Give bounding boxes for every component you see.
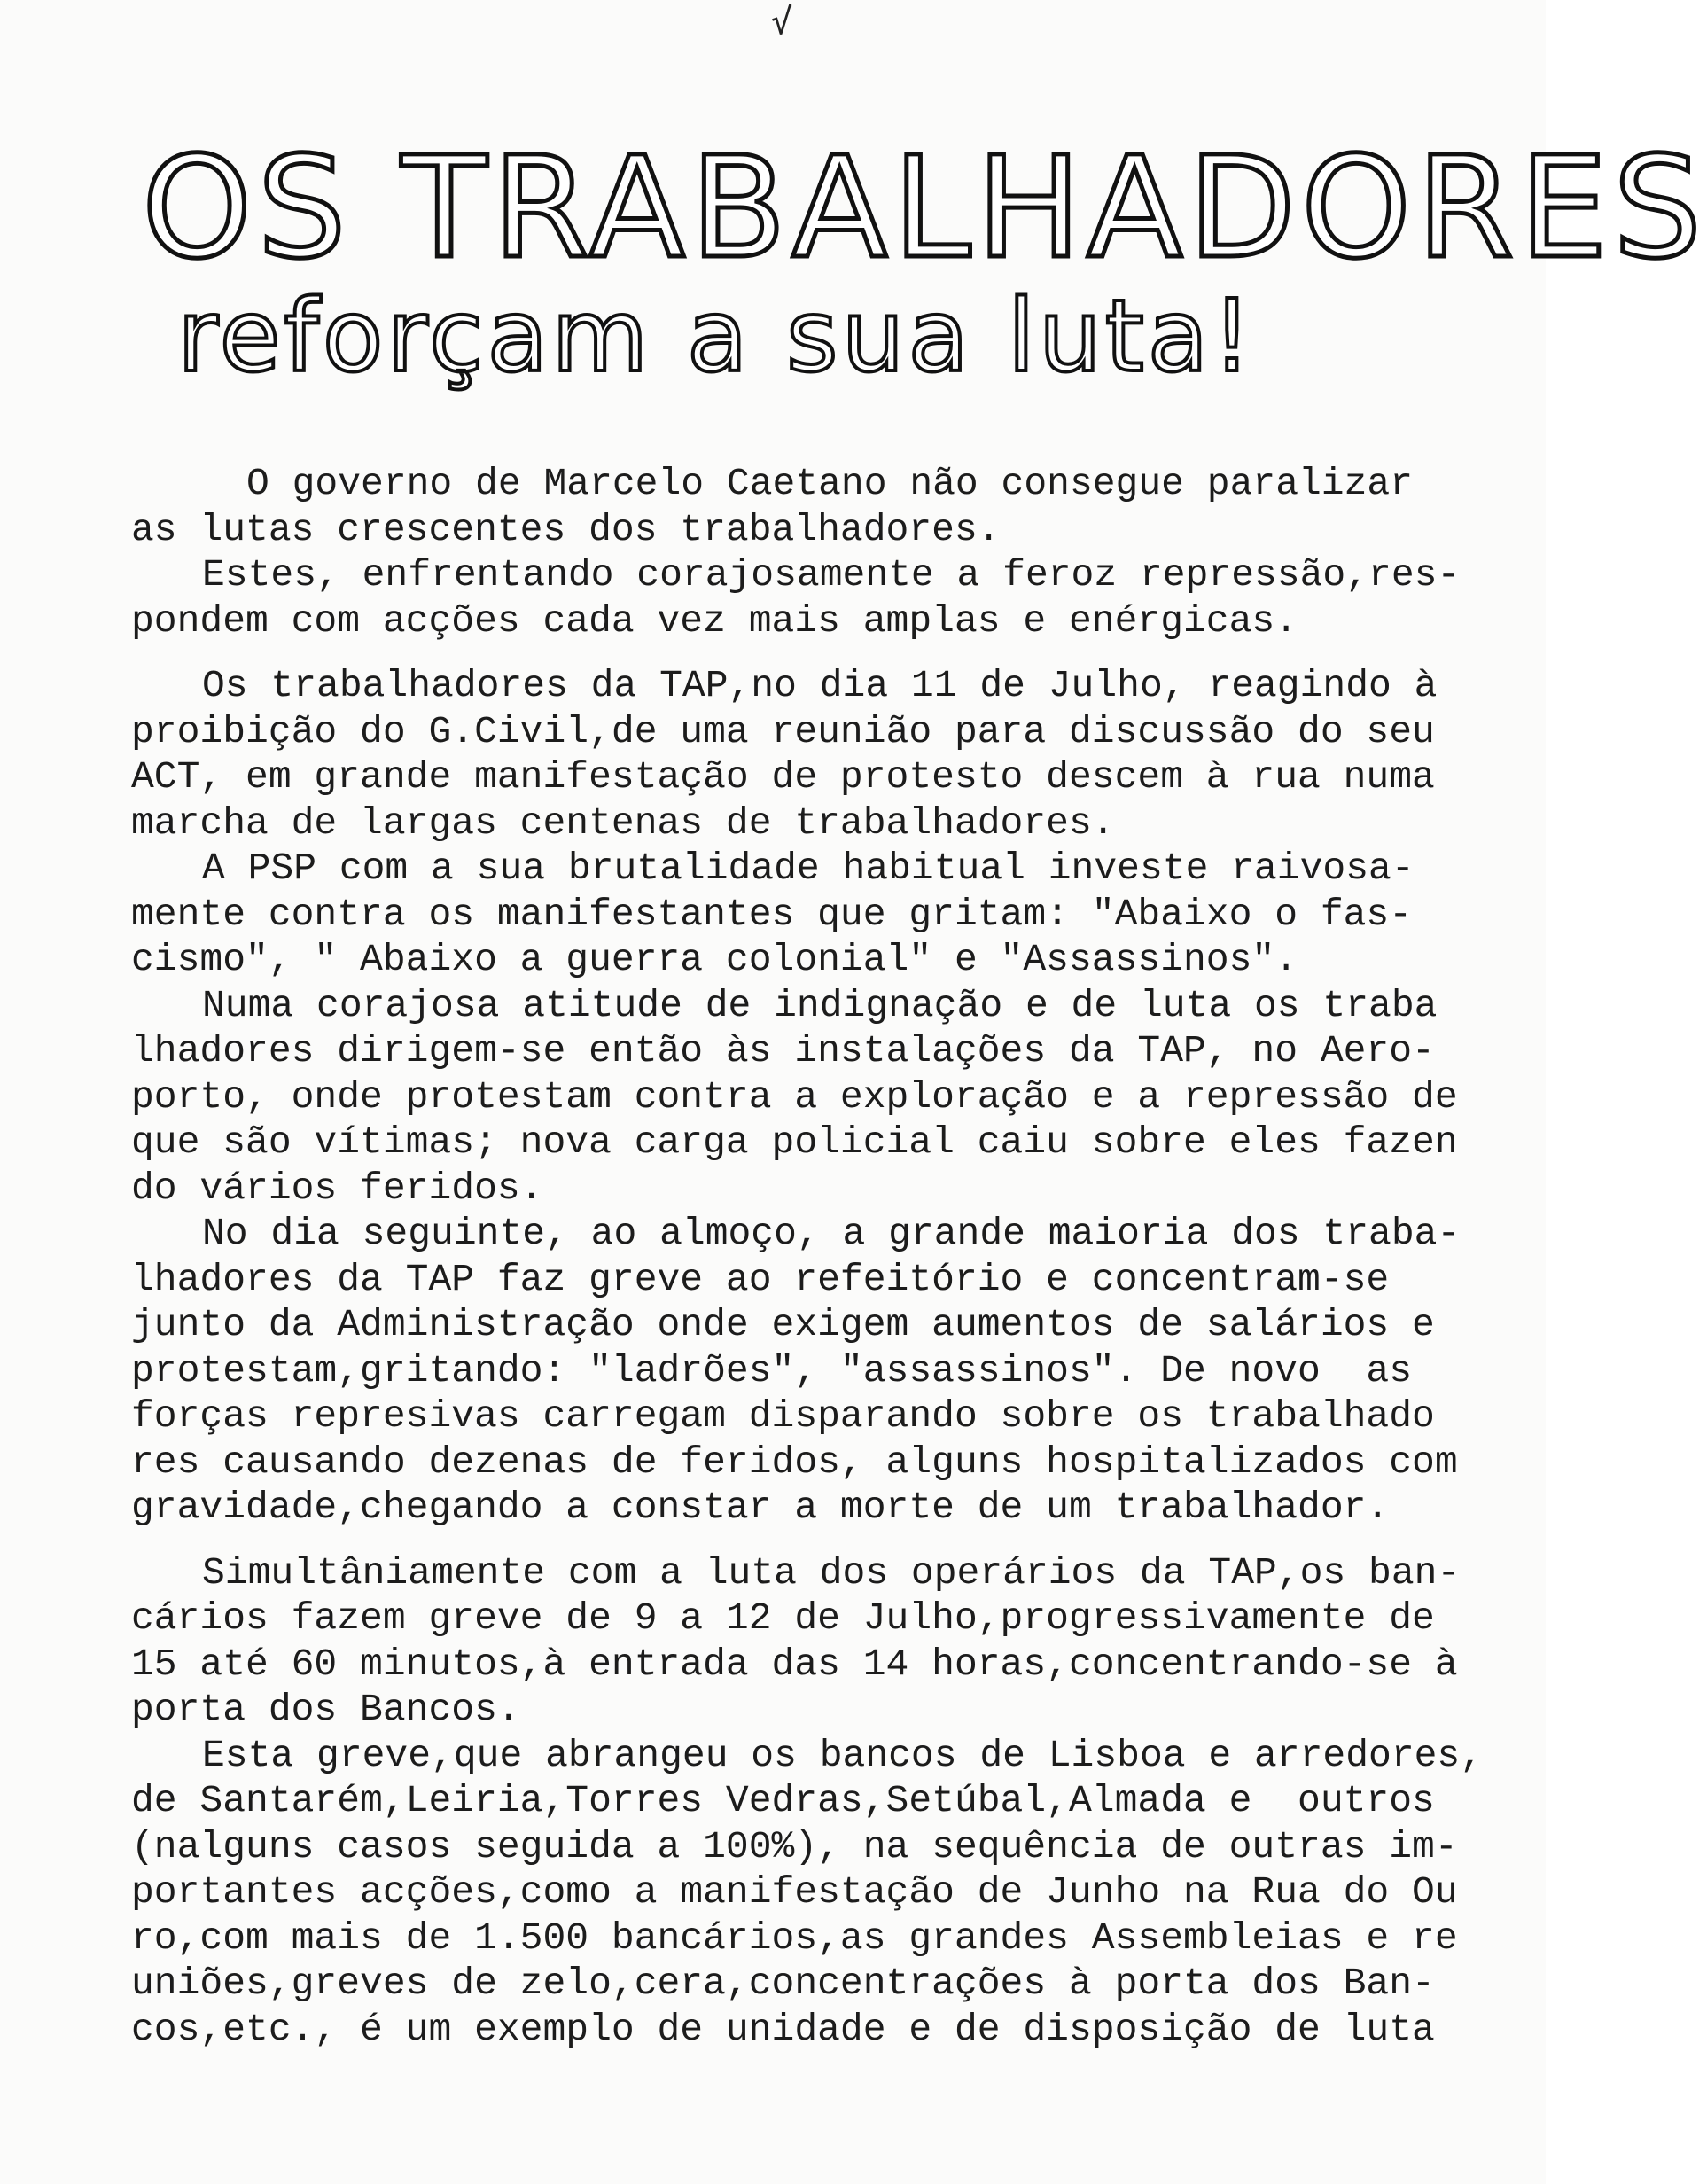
text-line: cários fazem greve de 9 a 12 de Julho,progressivamente de xyxy=(131,1596,1435,1640)
text-line: Esta greve,que abrangeu os bancos de Lisboa e arredores, xyxy=(202,1733,1484,1777)
text-line: 15 até 60 minutos,à entrada das 14 horas,concentrando-se à xyxy=(131,1642,1458,1686)
text-line: que são vítimas; nova carga policial caiu sobre eles fazen xyxy=(131,1120,1458,1164)
text-line: Simultâniamente com a luta dos operários da TAP,os ban- xyxy=(202,1550,1461,1595)
text-line: lhadores dirigem-se então às instalações da TAP, no Aero- xyxy=(131,1029,1435,1072)
text-line: O governo de Marcelo Caetano não consegue paralizar xyxy=(246,462,1414,505)
text-line: lhadores da TAP faz greve ao refeitório e concentram-se xyxy=(131,1257,1390,1301)
text-line: Estes, enfrentando corajosamente a feroz repressão,res- xyxy=(202,553,1461,597)
text-line: uniões,greves de zelo,cera,concentrações à porta dos Ban- xyxy=(131,1962,1435,2005)
text-line: Os trabalhadores da TAP,no dia 11 de Julho, reagindo à xyxy=(202,664,1438,707)
text-line: No dia seguinte, ao almoço, a grande maioria dos traba- xyxy=(202,1212,1461,1255)
headline-title: OS TRABALHADORES xyxy=(142,127,1707,290)
text-line: portantes acções,como a manifestação de Junho na Rua do Ou xyxy=(131,1870,1458,1914)
text-line: Numa corajosa atitude de indignação e de luta os traba xyxy=(202,983,1438,1027)
text-line: ro,com mais de 1.500 bancários,as grandes Assembleias e re xyxy=(131,1915,1458,1960)
text-line: protestam,gritando: "ladrões", "assassinos". De novo as xyxy=(131,1348,1413,1392)
text-line: porto, onde protestam contra a exploração e a repressão de xyxy=(131,1074,1458,1119)
text-line: ACT, em grande manifestação de protesto descem à rua numa xyxy=(131,755,1435,799)
text-line: res causando dezenas de feridos, alguns hospitalizados com xyxy=(131,1439,1458,1484)
text-line: gravidade,chegando a constar a morte de um trabalhador. xyxy=(131,1486,1390,1529)
text-line: junto da Administração onde exigem aumentos de salários e xyxy=(131,1303,1435,1346)
text-line: (nalguns casos seguida a 100%), na sequência de outras im- xyxy=(131,1824,1458,1868)
text-line: mente contra os manifestantes que gritam: "Abaixo o fas- xyxy=(131,892,1413,936)
text-line: porta dos Bancos. xyxy=(131,1688,520,1731)
text-line: cos,etc., é um exemplo de unidade e de disposição de luta xyxy=(131,2007,1435,2051)
text-line: do vários feridos. xyxy=(131,1166,543,1210)
text-line: marcha de largas centenas de trabalhadores. xyxy=(131,800,1115,845)
text-line: forças represivas carregam disparando sobre os trabalhado xyxy=(131,1394,1435,1438)
text-line: pondem com acções cada vez mais amplas e enérgicas. xyxy=(131,598,1298,643)
text-line: cismo", " Abaixo a guerra colonial" e "Assassinos". xyxy=(131,938,1298,981)
check-mark: √ xyxy=(771,2,793,43)
headline-subtitle: reforçam a sua luta! xyxy=(177,279,1256,394)
text-line: as lutas crescentes dos trabalhadores. xyxy=(131,507,1001,551)
text-line: proibição do G.Civil,de uma reunião para discussão do seu xyxy=(131,709,1435,753)
article-body xyxy=(131,461,1484,2052)
text-line: de Santarém,Leiria,Torres Vedras,Setúbal,Almada e outros xyxy=(131,1779,1435,1822)
text-line: A PSP com a sua brutalidade habitual investe raivosa- xyxy=(202,846,1415,890)
